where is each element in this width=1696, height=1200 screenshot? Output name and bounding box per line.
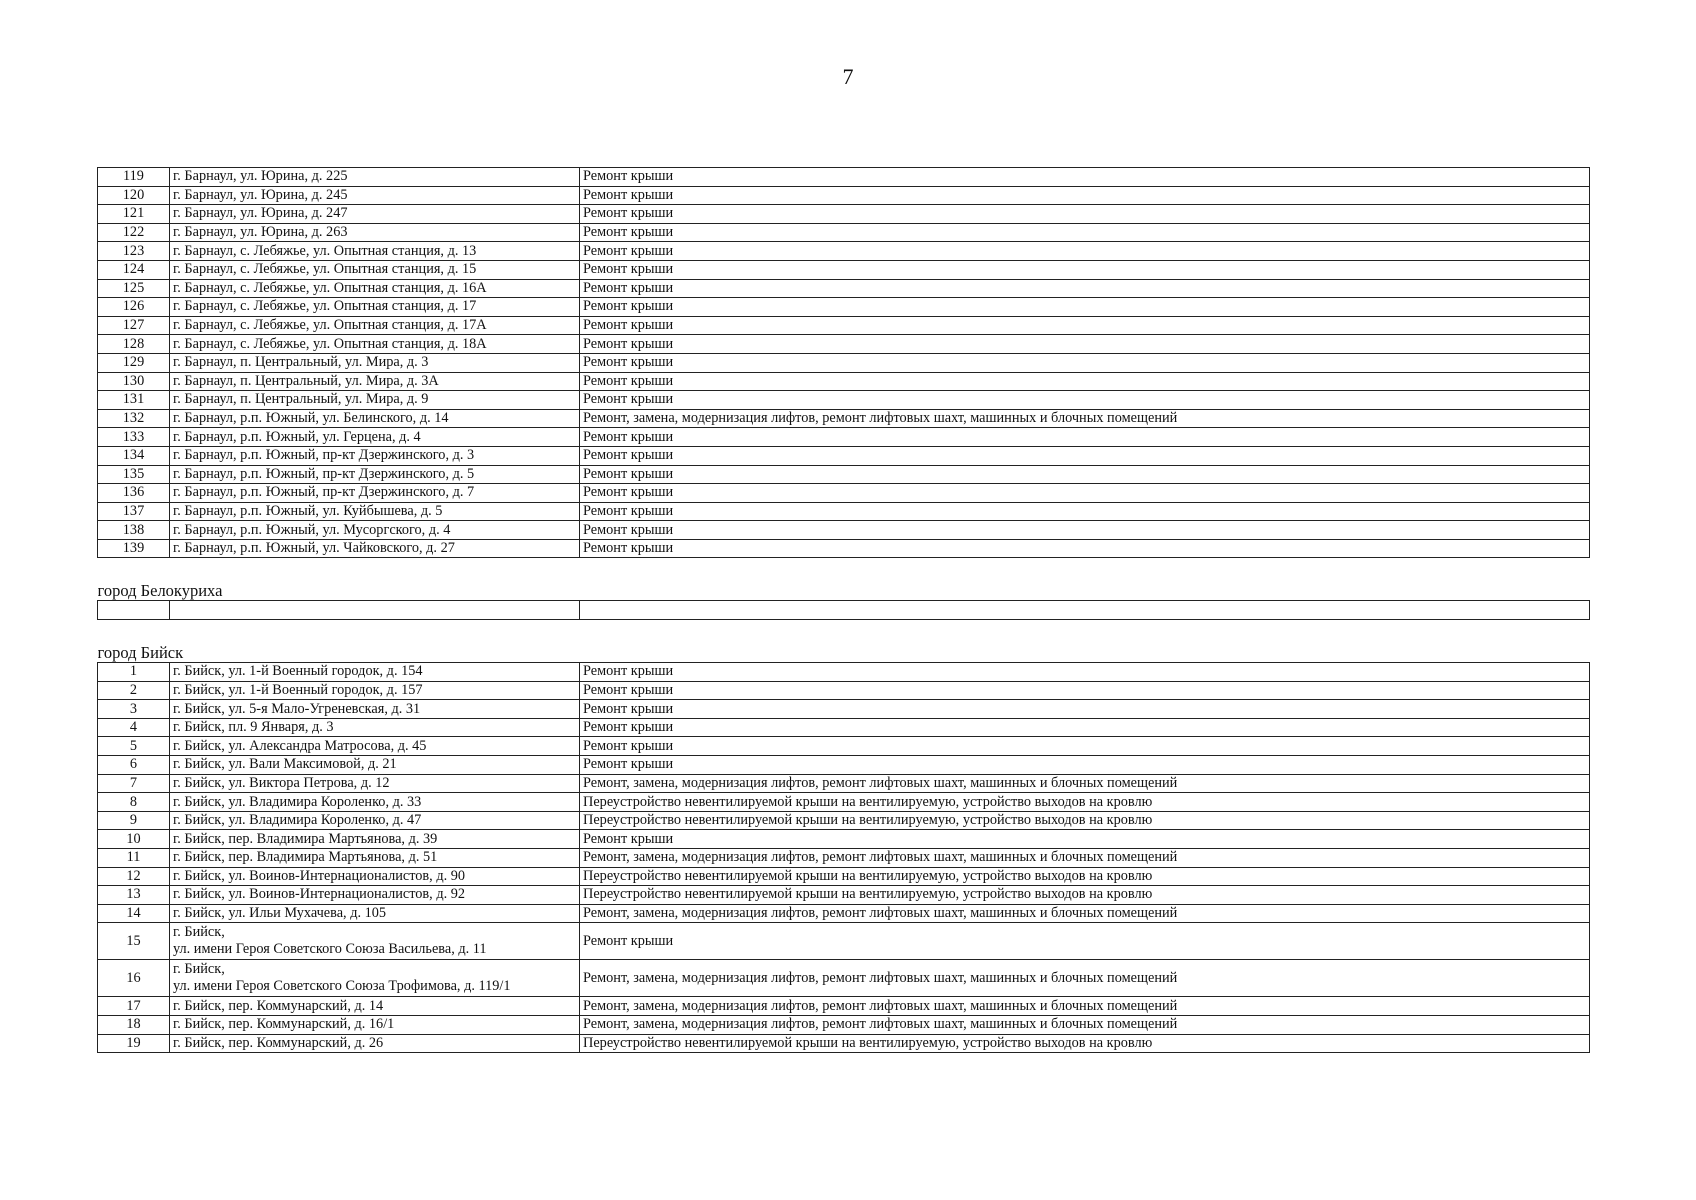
row-work-type: Ремонт крыши (580, 205, 1590, 224)
row-address: г. Барнаул, п. Центральный, ул. Мира, д. 9 (170, 391, 580, 410)
table-row (98, 353, 1590, 372)
table-row (98, 1015, 1590, 1034)
row-address: г. Бийск, ул. 5-я Мало-Угреневская, д. 31 (170, 700, 580, 719)
row-number: 121 (98, 205, 170, 224)
row-address: г. Бийск, ул. имени Героя Советского Союза Васильева, д. 11 (170, 923, 580, 960)
row-address: г. Бийск, ул. Виктора Петрова, д. 12 (170, 774, 580, 793)
table-row (98, 372, 1590, 391)
row-address: г. Бийск, ул. имени Героя Советского Союза Трофимова, д. 119/1 (170, 960, 580, 997)
row-work-type: Ремонт крыши (580, 539, 1590, 558)
table-row (98, 502, 1590, 521)
row-work-type: Ремонт крыши (580, 372, 1590, 391)
section-header (98, 580, 1590, 601)
row-address: г. Бийск, ул. Воинов-Интернационалистов, д. 90 (170, 867, 580, 886)
table-row (98, 279, 1590, 298)
row-address: г. Барнаул, р.п. Южный, ул. Куйбышева, д. 5 (170, 502, 580, 521)
row-number: 135 (98, 465, 170, 484)
row-number: 5 (98, 737, 170, 756)
row-number: 138 (98, 521, 170, 540)
row-work-type: Ремонт крыши (580, 521, 1590, 540)
row-number: 129 (98, 353, 170, 372)
table-row (98, 168, 1590, 187)
row-address: г. Бийск, пер. Владимира Мартьянова, д. 39 (170, 830, 580, 849)
table-row (98, 335, 1590, 354)
row-address: г. Барнаул, р.п. Южный, ул. Чайковского, д. 27 (170, 539, 580, 558)
row-number: 3 (98, 700, 170, 719)
row-work-type: Ремонт крыши (580, 242, 1590, 261)
row-work-type: Ремонт крыши (580, 428, 1590, 447)
row-address (170, 601, 580, 620)
section-gap (98, 558, 1590, 581)
row-address: г. Бийск, ул. Владимира Короленко, д. 47 (170, 811, 580, 830)
row-work-type: Ремонт крыши (580, 756, 1590, 775)
row-number: 127 (98, 316, 170, 335)
table-row (98, 756, 1590, 775)
row-address: г. Барнаул, ул. Юрина, д. 263 (170, 223, 580, 242)
table-row (98, 521, 1590, 540)
table-row (98, 242, 1590, 261)
row-work-type: Ремонт крыши (580, 923, 1590, 960)
row-number: 119 (98, 168, 170, 187)
table-row (98, 997, 1590, 1016)
table-row (98, 960, 1590, 997)
row-address: г. Барнаул, ул. Юрина, д. 245 (170, 186, 580, 205)
table-row (98, 923, 1590, 960)
row-work-type: Ремонт крыши (580, 737, 1590, 756)
row-address: г. Бийск, ул. Владимира Короленко, д. 33 (170, 793, 580, 812)
section-gap-cell (98, 620, 1590, 643)
register-table-body (98, 168, 1590, 1053)
table-row (98, 428, 1590, 447)
table-row (98, 700, 1590, 719)
row-work-type: Ремонт крыши (580, 298, 1590, 317)
row-address: г. Барнаул, р.п. Южный, пр-кт Дзержинского, д. 7 (170, 484, 580, 503)
row-work-type: Ремонт, замена, модернизация лифтов, ремонт лифтовых шахт, машинных и блочных помещений (580, 409, 1590, 428)
row-address: г. Бийск, пер. Коммунарский, д. 16/1 (170, 1015, 580, 1034)
table-row (98, 484, 1590, 503)
row-address: г. Барнаул, п. Центральный, ул. Мира, д. 3А (170, 372, 580, 391)
row-address: г. Барнаул, р.п. Южный, пр-кт Дзержинского, д. 5 (170, 465, 580, 484)
table-row (98, 601, 1590, 620)
row-address: г. Бийск, ул. Вали Максимовой, д. 21 (170, 756, 580, 775)
row-work-type: Ремонт, замена, модернизация лифтов, ремонт лифтовых шахт, машинных и блочных помещений (580, 849, 1590, 868)
row-number: 8 (98, 793, 170, 812)
row-number: 14 (98, 904, 170, 923)
row-number: 133 (98, 428, 170, 447)
row-number: 123 (98, 242, 170, 261)
section-gap (98, 620, 1590, 643)
row-number: 130 (98, 372, 170, 391)
row-work-type (580, 601, 1590, 620)
row-number: 16 (98, 960, 170, 997)
row-address: г. Барнаул, р.п. Южный, ул. Белинского, д. 14 (170, 409, 580, 428)
table-row (98, 223, 1590, 242)
row-work-type: Ремонт крыши (580, 830, 1590, 849)
table-row (98, 904, 1590, 923)
row-number (98, 601, 170, 620)
row-number: 124 (98, 260, 170, 279)
row-work-type: Переустройство невентилируемой крыши на вентилируемую, устройство выходов на кровлю (580, 867, 1590, 886)
section-gap-cell (98, 558, 1590, 581)
table-row (98, 316, 1590, 335)
row-number: 128 (98, 335, 170, 354)
table-row (98, 409, 1590, 428)
row-number: 6 (98, 756, 170, 775)
row-work-type: Переустройство невентилируемой крыши на вентилируемую, устройство выходов на кровлю (580, 886, 1590, 905)
row-address: г. Бийск, ул. Воинов-Интернационалистов, д. 92 (170, 886, 580, 905)
row-number: 120 (98, 186, 170, 205)
row-number: 132 (98, 409, 170, 428)
row-work-type: Ремонт крыши (580, 446, 1590, 465)
table-row (98, 774, 1590, 793)
table-row (98, 886, 1590, 905)
table-row (98, 391, 1590, 410)
row-address: г. Бийск, ул. Ильи Мухачева, д. 105 (170, 904, 580, 923)
row-number: 126 (98, 298, 170, 317)
row-work-type: Ремонт, замена, модернизация лифтов, ремонт лифтовых шахт, машинных и блочных помещений (580, 904, 1590, 923)
row-address: г. Барнаул, с. Лебяжье, ул. Опытная станция, д. 16А (170, 279, 580, 298)
row-work-type: Ремонт крыши (580, 681, 1590, 700)
row-number: 122 (98, 223, 170, 242)
table-row (98, 737, 1590, 756)
row-work-type: Ремонт, замена, модернизация лифтов, ремонт лифтовых шахт, машинных и блочных помещений (580, 960, 1590, 997)
row-address: г. Барнаул, с. Лебяжье, ул. Опытная станция, д. 13 (170, 242, 580, 261)
table-row (98, 446, 1590, 465)
row-address: г. Бийск, ул. 1-й Военный городок, д. 157 (170, 681, 580, 700)
row-number: 136 (98, 484, 170, 503)
row-work-type: Ремонт крыши (580, 186, 1590, 205)
row-work-type: Ремонт крыши (580, 260, 1590, 279)
row-address: г. Барнаул, п. Центральный, ул. Мира, д. 3 (170, 353, 580, 372)
row-number: 12 (98, 867, 170, 886)
row-address: г. Барнаул, с. Лебяжье, ул. Опытная станция, д. 17А (170, 316, 580, 335)
row-work-type: Ремонт крыши (580, 484, 1590, 503)
row-address: г. Барнаул, р.п. Южный, пр-кт Дзержинского, д. 3 (170, 446, 580, 465)
row-work-type: Ремонт крыши (580, 353, 1590, 372)
table-row (98, 681, 1590, 700)
row-address: г. Бийск, ул. Александра Матросова, д. 45 (170, 737, 580, 756)
row-work-type: Ремонт крыши (580, 718, 1590, 737)
table-row (98, 1034, 1590, 1053)
row-address: г. Бийск, пер. Коммунарский, д. 14 (170, 997, 580, 1016)
table-row (98, 793, 1590, 812)
row-work-type: Переустройство невентилируемой крыши на вентилируемую, устройство выходов на кровлю (580, 811, 1590, 830)
row-number: 1 (98, 663, 170, 682)
row-work-type: Ремонт крыши (580, 700, 1590, 719)
row-work-type: Переустройство невентилируемой крыши на вентилируемую, устройство выходов на кровлю (580, 1034, 1590, 1053)
row-address: г. Барнаул, р.п. Южный, ул. Герцена, д. 4 (170, 428, 580, 447)
register-table (97, 167, 1590, 1053)
table-row (98, 186, 1590, 205)
row-work-type: Переустройство невентилируемой крыши на вентилируемую, устройство выходов на кровлю (580, 793, 1590, 812)
table-row (98, 260, 1590, 279)
row-work-type: Ремонт крыши (580, 663, 1590, 682)
row-work-type: Ремонт, замена, модернизация лифтов, ремонт лифтовых шахт, машинных и блочных помещений (580, 774, 1590, 793)
row-address: г. Барнаул, с. Лебяжье, ул. Опытная станция, д. 17 (170, 298, 580, 317)
table-row (98, 663, 1590, 682)
section-header (98, 642, 1590, 663)
row-number: 139 (98, 539, 170, 558)
row-address: г. Бийск, пер. Владимира Мартьянова, д. 51 (170, 849, 580, 868)
table-row (98, 830, 1590, 849)
row-work-type: Ремонт крыши (580, 465, 1590, 484)
row-address: г. Барнаул, с. Лебяжье, ул. Опытная станция, д. 15 (170, 260, 580, 279)
row-address: г. Барнаул, р.п. Южный, ул. Мусоргского, д. 4 (170, 521, 580, 540)
row-work-type: Ремонт крыши (580, 335, 1590, 354)
row-number: 15 (98, 923, 170, 960)
row-work-type: Ремонт крыши (580, 316, 1590, 335)
row-number: 19 (98, 1034, 170, 1053)
table-row (98, 465, 1590, 484)
table-row (98, 298, 1590, 317)
section-title: город Бийск (98, 642, 1590, 663)
row-work-type: Ремонт, замена, модернизация лифтов, ремонт лифтовых шахт, машинных и блочных помещений (580, 997, 1590, 1016)
section-title: город Белокуриха (98, 580, 1590, 601)
row-number: 11 (98, 849, 170, 868)
row-address: г. Бийск, ул. 1-й Военный городок, д. 154 (170, 663, 580, 682)
table-row (98, 718, 1590, 737)
row-address: г. Бийск, пер. Коммунарский, д. 26 (170, 1034, 580, 1053)
row-number: 7 (98, 774, 170, 793)
row-work-type: Ремонт крыши (580, 223, 1590, 242)
row-number: 2 (98, 681, 170, 700)
row-address: г. Барнаул, ул. Юрина, д. 247 (170, 205, 580, 224)
row-work-type: Ремонт крыши (580, 502, 1590, 521)
row-work-type: Ремонт крыши (580, 391, 1590, 410)
row-number: 18 (98, 1015, 170, 1034)
row-number: 125 (98, 279, 170, 298)
row-work-type: Ремонт, замена, модернизация лифтов, ремонт лифтовых шахт, машинных и блочных помещений (580, 1015, 1590, 1034)
table-row (98, 867, 1590, 886)
row-address: г. Барнаул, с. Лебяжье, ул. Опытная станция, д. 18А (170, 335, 580, 354)
row-address: г. Бийск, пл. 9 Января, д. 3 (170, 718, 580, 737)
table-row (98, 205, 1590, 224)
row-number: 17 (98, 997, 170, 1016)
row-number: 137 (98, 502, 170, 521)
table-row (98, 849, 1590, 868)
row-number: 10 (98, 830, 170, 849)
row-number: 131 (98, 391, 170, 410)
row-number: 134 (98, 446, 170, 465)
row-number: 4 (98, 718, 170, 737)
row-address: г. Барнаул, ул. Юрина, д. 225 (170, 168, 580, 187)
table-row (98, 539, 1590, 558)
row-work-type: Ремонт крыши (580, 168, 1590, 187)
row-work-type: Ремонт крыши (580, 279, 1590, 298)
table-row (98, 811, 1590, 830)
page-number: 7 (842, 64, 854, 89)
row-number: 13 (98, 886, 170, 905)
row-number: 9 (98, 811, 170, 830)
